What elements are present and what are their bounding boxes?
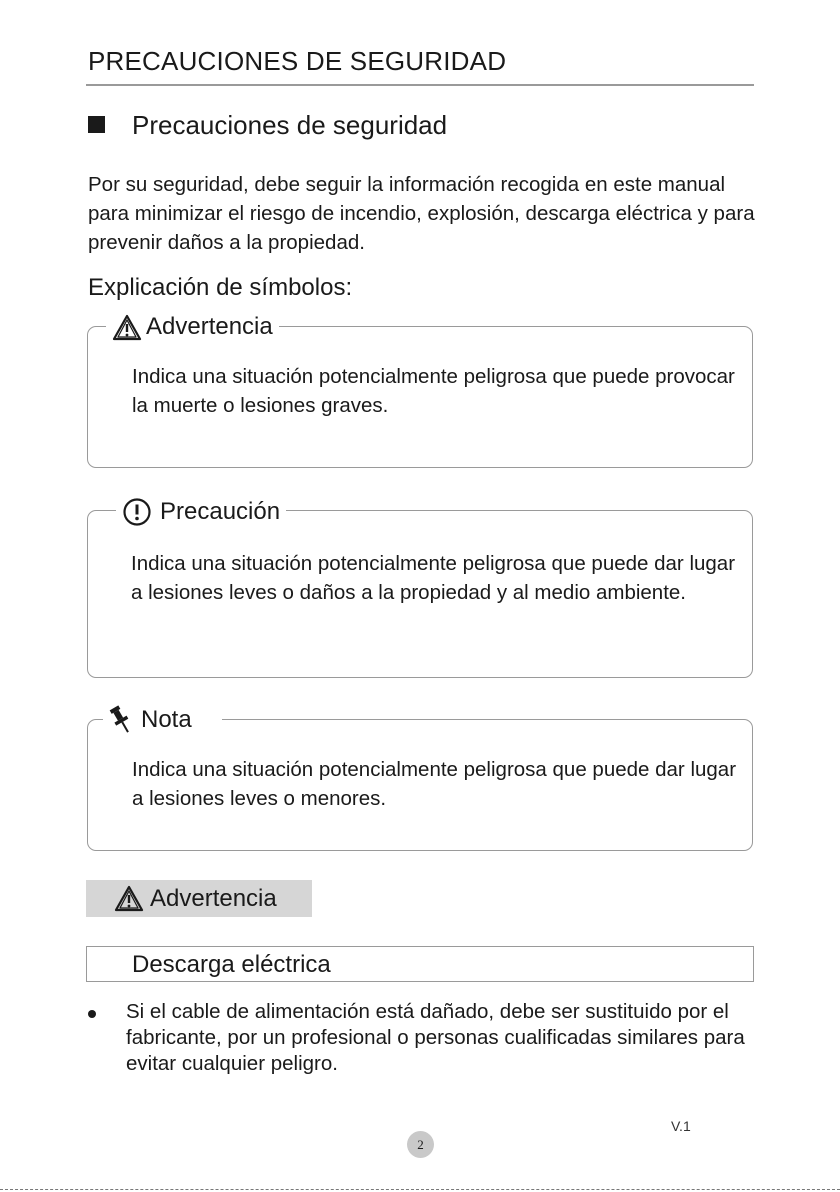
square-bullet-icon [88, 116, 105, 133]
page-number-text: 2 [417, 1136, 424, 1152]
note-description: Indica una situación potencialmente peligrosa que puede dar lugar a lesiones leves o menores. [132, 758, 737, 810]
section-title: Precauciones de seguridad [132, 110, 448, 140]
note-legend [103, 703, 222, 737]
electric-heading: Descarga eléctrica [132, 951, 331, 978]
caution-description: Indica una situación potencialmente peligrosa que puede dar lugar a lesiones leves o daños a la propiedad y al medio ambiente. [131, 552, 736, 604]
symbols-heading: Explicación de símbolos: [88, 274, 353, 301]
page-edge-line [0, 1189, 840, 1190]
warning-band [86, 880, 312, 917]
caution-legend [116, 496, 286, 528]
warning-triangle-icon [112, 314, 142, 341]
exclamation-circle-icon [122, 497, 152, 527]
header-divider [86, 84, 754, 86]
caution-label: Precaución [160, 498, 281, 525]
bullet-item: Si el cable de alimentación está dañado, debe ser sustituido por el fabricante, por un profesional o personas cualificadas similares para evitar cualquier peligro. [126, 1000, 745, 1075]
warning-band-label: Advertencia [150, 884, 277, 912]
pushpin-icon [109, 704, 133, 736]
warning-description: Indica una situación potencialmente peligrosa que puede provocar la muerte o lesiones graves. [132, 365, 735, 417]
note-label: Nota [141, 706, 192, 733]
version-label: V.1 [671, 1118, 691, 1134]
bullet-dot-icon [88, 1010, 96, 1018]
page-number [407, 1131, 434, 1158]
warning-legend [106, 311, 279, 343]
warning-label: Advertencia [146, 313, 273, 340]
page-title: PRECAUCIONES DE SEGURIDAD [88, 46, 507, 76]
intro-paragraph: Por su seguridad, debe seguir la información recogida en este manual para minimizar el riesgo de incendio, explosión, descarga eléctrica y para prevenir daños a la propiedad. [88, 173, 755, 254]
warning-triangle-icon [114, 885, 144, 912]
